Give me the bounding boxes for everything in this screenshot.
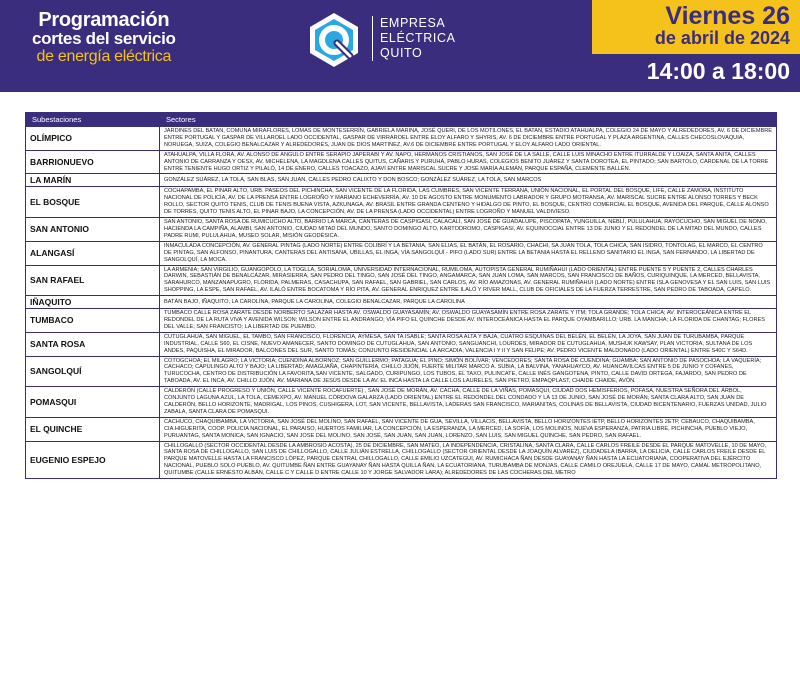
substation-name: TUMBACO <box>26 309 160 333</box>
title-line-2: cortes del servicio <box>32 29 176 48</box>
substation-name: LA MARÍN <box>26 174 160 187</box>
title-line-1: Programación <box>38 9 170 31</box>
table-row <box>26 265 777 296</box>
substation-name: EL BOSQUE <box>26 187 160 218</box>
substation-name: IÑAQUITO <box>26 296 160 309</box>
sectors-list: COTOGCHOA; EL MILAGRO; LA VICTORIA; CUENDINA ALBORNOZ; SAN GUILLERMO; PATAGUA; EL PINO; SIMÓN BOLÍVAR; VENCEDORES; SANTA ROSA DE CUENDINA; GUAMBA; SAN ANTONIO DE PASOCHOA; LA VAQUERÍA; CACHACO; CAPULINGO ALTO Y BAJO; LA LIBERTAD; AMAGUAÑA, CHAPINTERÍA, CHILLO JIJÓN, FUERTE MILITAR MARCO A. SUBIA, LA BALVINA, YANAHUAYCO, AV. HUANCAVILCAS ENTRE 5 DE JUNIO Y COFANES, TURUCOCHA, CENTRO DE DISTRIBUCIÓN LA FAVORITA,SAN VICENTE, SALGADO, CURIPUNGO, LOS TUBOS, EL TAXO, PULINCATE, CALLE INÉS GANGOTENA, PINTO, CALLE DAVID ORTEGA, FAJARDO, SAN PEDRO DE TABOADA, AV. EL INCA, AV. CHILLO JIJÓN, AV. MARIANA DE JESÚS DESDE LA AV. EL INCA HASTA LA CALLE LOS LAURELES, SAN PIETRO, EMPAQPLAST, CHAIDE CHAIDE, AVÓN. <box>160 356 777 387</box>
substation-name: BARRIONUEVO <box>26 150 160 174</box>
header-banner <box>0 0 800 92</box>
substation-name: SAN RAFAEL <box>26 265 160 296</box>
company-line-3: QUITO <box>380 46 423 60</box>
table-row <box>26 174 777 187</box>
table-row <box>26 309 777 333</box>
empresa-electrica-logo-icon <box>304 10 364 70</box>
column-header-subestaciones: Subestaciones <box>26 113 160 127</box>
table-row <box>26 417 777 441</box>
sectors-list: CALDERÓN (CALLE PROGRESO Y UNIÓN, CALLE VICENTE ROCAFUERTE) , SAN JOSÉ DE MORÁN, AV. CACHA, CALLE DE LA VIÑAS, POMASQUI, CIUDAD DOS HEMISFERIOS, POFASA, NUESTRA SEÑORA DEL ÁRBOL, CONJUNTO LAGUNA AZUL, LA TOLA, CEMEXPO, AV. MANUEL CÓRDOVA GALARZA (LADO ORIENTAL) ENTRE EL REDONDEL DEL CONDADO Y LA 13 DE JUNIO, SAN JOSÉ DE MORÁN, SANTA CLARA ALTO, SAN JUAN DE CALDERÓN, BELLO HORIZONTE, MADRIGAL, LOS PINOS, CUSHIGERA, LOT, SAN VICENTE, BELLAVISTA, LADERAS SAN FRANCISCO, MARIANITAS, COLINAS DE BELLAVISTA, CIUDAD BICENTENARIO, FUERZAS UNIDAD, JULIO ZABALA, SANTA CLARA DE POMASQUI. <box>160 387 777 418</box>
substation-name: EL QUINCHE <box>26 417 160 441</box>
sectors-list: INMACULADA CONCEPCIÓN, AV. GENERAL PINTAG (LADO NORTE) ENTRE COLIBRÍ Y LA BETANIA, SAN ELIAS, EL BATÁN, EL ROSARIO, CHACHI, SA JUAN TOLA, TOLA CHICA, SAN ISIDRO, TONTOLAG, EL MARCO, EL CENTRO DE PINTAG, SAN ALFONSO, PINANTURA, CANTERAS DEL ANTISANA, UBILLAS, EL INGA, VÍA SANGOLQUÍ - PIFO (LADO SUR) ENTRE LA BETANIA HASTA EL RELLENO SANITARIO EL INGA, SAN FERNANDO, LA LIBERTAD DE SANGOLQUÍ, LA MOCA. <box>160 241 777 265</box>
substation-name: POMASQUI <box>26 387 160 418</box>
company-line-2: ELÉCTRICA <box>380 31 456 45</box>
sectors-list: TUMBACO CALLE ROSA ZARATE DESDE NORBERTO SALAZAR HASTA AV. OSWALDO GUAYASAMÍN; AV. OSWALDO GUAYASAMÍN ENTRE ROSA ZARATE Y ITM; TOLA GRANDE; TOLA CHICA; AV. INTEROCEÁNICA ENTRE EL REDONDEL DE LA RUTA VIVA Y AVENIDA WILSON; WILSON ENTRE EL ANDRANGO; VÍA PIFO EL QUINCHE DESDE AV. INTEROCEÁNICA HASTA EL PARQUE OYAMBARILLO; URB. LA MANCHA; LA FLORIDA DE CHANTAG; FLORES DEL VALLE; SAN FRANCISTO; LA LIBERTAD DE PUEMBO. <box>160 309 777 333</box>
table-row <box>26 332 777 356</box>
sectors-list: LA ARMENIA; SAN VIRGILIO, GUANGOPOLO, LA TOGLLA, SORIALOMA, UNIVERSIDAD INTERNACIONAL, RUMILOMA, AUTOPISTA GENERAL RUMIÑAHUI (LADO ORIENTAL) ENTRE PUENTE 5 Y PUENTE 2, CALLES CHARLES DARWIN, SEBASTIÁN DE BENALCÁZAR, MIRASIERRA, SAN PEDRO DEL TINGO, SAN JOSÉ DEL TINGO, ANGAMARCA, SAN JUAN LOMA, SAN MARCOS, SAN FRANCISCO DE BAÑOS, CURIQUINQUE, LA MERCED, BELLAVISTA, SARAHURCO, MANZANAPUGRO, FLORIDA, PALMERAS, CASACHUPA, SAN RAFAEL, SAN GABRIEL, SAN CARLOS, AV. RÍO AMAZONAS, AV. GENERAL RUMIÑAHUI (LADO NORTE) ENTRE ISLA GENOVESA Y EL SAN LUIS, SAN LUIS SHOPPING, LA ESPE, SAN RAFAEL, AV. ILALÓ ENTRE BOCATOMA Y RÍO PITA, AV. GENERAL ENRIQUEZ ENTRE ILALÓ Y RIVER MALL, CLUB DE OFICIALES DE LA FUERZA TERRESTRE, SAN PEDRO DE TABOADA, CAPELO. <box>160 265 777 296</box>
table-row <box>26 441 777 479</box>
date-box <box>592 0 800 54</box>
schedule-table <box>25 112 777 479</box>
table-row <box>26 356 777 387</box>
company-name <box>372 16 456 61</box>
company-line-1: EMPRESA <box>380 16 446 30</box>
sectors-list: ATAHUALPA, VILLA FLORA, AV. ALONSO DE ANGULO ENTRE SERAPIO JAPERABI Y AV. NAPO, HERMANOS CRISTIANOS, SAN JOSÉ DE LA SALLE, CALLE LUIS MINACHO ENTRE ITURRALDE Y LOAIZA, SANTA ANITA, CALLES ANTONIO DE CARRANZA Y OESX, AV. MICHELENA, LA MAGDLENA CALLES QUITUS, CAÑARIS Y PURUHÁ, PABLO HURAS, COLEGIOS BENITO JUÁREZ Y SANTA DOROTEA, EL PINTADO; SAN BARTOLO, CARDENAL DE LA TORRE ENTRE TENIENTE HUGO ORTIZ Y PILALÓ, 14 DE ENERO, CALLES TOACAZO, AJAVÍ ENTRE MARISCAL SUCRE Y JOSÉ MARÍA ALEMÁN, PARQUE ESPAÑA, CLEMENTE BALLÉN. <box>160 150 777 174</box>
substation-name: SANTA ROSA <box>26 332 160 356</box>
sectors-list: CACHUCO, CHAQUIBAMBA, LA VICTORIA, SAN JOSÉ DEL MOLINO, SAN RAFAEL, SAN VICENTE DE GUA, SEVILLA, VILLACIS, BELLAVISTA, BELLO HORIZONTES IETP, BELLO HORIZONTES 2ETP, CEBAUCO, CHAQUIBAMBA, CIA.HIGUERITA, COOP. POLICIA NACIONAL, EL PARAISO, HUERTOS FAMILIAR, LA CONCEPCIÓN, LA ESPERANZA, LA MERCED, LA SOFÍA, LOS MOLINOS, NUEVA ESPERANZA, PATRIA LIBRE, PICHINCHA, PUEBLO VIEJO, PURUANTAG, SANTA MONICA, SAN IGNACIO, SAN JOSE DEL MOLINO, SAN JOSÉ, SAN JUAN, SAN JUAN, LORENZO, SAN LUIS, SAN MIGUEL QUINCHE, SAN PEDRO, SAN RAFAEL. <box>160 417 777 441</box>
sectors-list: COCHAPAMBA, EL PINAR ALTO, URB. PASEOS DEL PICHINCHA, SAN VICENTE DE LA FLORIDA, LAS CUMBRES, SAN VICENTE TERRANA, UNIÓN NACIONAL, EL PORTAL DEL BOSQUE, LIFE, CALLE ZAMORA, INSTITUTO NACIONAL DE POLICÍA, AV. DE LA PRENSA ENTRE LOGROÑO Y MARIANO ECHEVERRÍA, AV. 10 DE AGOSTO ENTRE MONUMENTO LABRADOR Y GRUPO MOTRANSA, AV. MARISCAL SUCRE ENTRE ALONSO TORRES Y BECK ROLLO, SECTOR QUITO TENIS, CLUB DE TENIS BUENA VISTA, AZKUNAGA, AV. BRASIL ENTRE GRANDA CENTENO Y HIDALGO DE PINTO, EL BOSQUE, CENTRO COMERCIAL EL BOSQUE, AVENIDA DEL PARQUE, CALLE ALONSO DE TORRES, QUITO TENIS ALTO, EL PINAR BAJO, LA CONCEPCIÓN, AV. DE LA PRENSA (LADO OCCIDENTAL) ENTRE LOGROÑO Y MANUEL VALDIVIESO. <box>160 187 777 218</box>
sectors-list: CUTUGLAHUA, SAN MIGUEL, EL TAMBO, SAN FRANCISCO, FLORENCIA, AYMESA, SAN TA ISABLE; SANTA ROSA ALTA Y BAJA, CUATRO ESQUINAS DEL BELÉN, EL BELÉN, LA JOYA, SAN JUAN DE TURUBAMBA, PARQUE INDUSTRIAL, CALLE S60, EL CISNE, NUEVO AMANECER, SANTO DOMINGO DE CUTUGLAHUA, SAN ANTONIO, SANGUANCHI, LOURDES, MIRADOR DE CUTUGLAHUA, MUSHUK KAWSAY, PLAN VICTORIA, SULTANA DE LOS ANDES, PAQUISHA, EL MIRADOR, BALCONES DEL SUR, SANTO TOMÁS; CONJUNTO RESIDENCIAL LA ARCADIA, VALENCIA I Y II Y SAN FELIPE; AV. PEDRO VICENTE MALDONADO (LADO ORIENTAL) ENTRE S40C Y S64D. <box>160 332 777 356</box>
column-header-sectores: Sectores <box>160 113 777 127</box>
table-row <box>26 150 777 174</box>
sectors-list: SAN ANTONIO, SANTA ROSA DE RUMICUCHO ALTO, BARRIO LA MARCA, CANTERAS DE CASPIGASI, CALACALÍ, SAN JOSÉ DE GUADALUPE, PISCOPATA, YUNGUILLA, NEBLÍ, PULULAHUA, RAYOCUCHO, SAN MIGUEL DE NONO, HACIENDA LA CAMPIÑA, ALAMBI, SAN ANTONIO, CIUDAD MITAD DEL MUNDO, SANTO DOMINGO ALTO, KARTODROMO, CASPIGASI, AV. EQUINOCCIAL ENTRE 13 DE JUNIO Y EL REDONDEL DE LA MITAD DEL MUNDO, CALLES PADRE RUMI, PULULAHUA, MUSEO SOLAR, MISIÓN GEODÉSICA. <box>160 218 777 242</box>
table-row <box>26 241 777 265</box>
sectors-list: JARDINES DEL BATAN, COMUNA MIRAFLORES, LOMAS DE MONTESERRÍN, GABRIELA MARINA, JOSÉ QUERI, DE LOS MOTILONES, EL BATAN, ESTADIO ATAHUALPA, COLEGIO 24 DE MAYO Y ALREDEDORES, AV. 6 DE DICIEMBRE ENTRE PORTUGAL Y GASPAR DE VILLAROEL LADO OCCIDENTAL, GASPAR DE VIRRAROEL ENTRE ELOY ALFARO Y SHYRIS, AV. 6 DE DICIEMBRE ENTRE PORTUGAL Y PLAZA ARGENTINA, CALLES CHECOSLOVAQUIA, NORUEGA, SUIZA, COLEGIO BENALCAZAR Y ALREDEDORES, JUAN DE DIOS MARTINEZ, AV.6 DE DICIEMBRE ENTRE PORTUGAL Y ELOY ALFARO LADO ORIENTAL. <box>160 127 777 151</box>
table-row <box>26 187 777 218</box>
sectors-list: CHILLOGALLO (SECTOR OCCIDENTAL DESDE LA AMBROSIO ACOSTA), 25 DE DICIEMBRE, SAN MATEO, LA INDEPENDENCIA, CRISTALINA, SANTA CLARA, CALLE CARLOS FREILE DESDE EL PARQUE MATOVELLE, 10 DE MAYO, SANTA ROSA DE CHILLOGALLO, SAN LUIS DE CHILLOGALLO, CALLE JULIÁN ESTRELLA, CHILLOGALLO (SECTOR ORIENTAL DESDE LA JOAQUÍN ALVAREZ), CIUDADELA IBARRA, LA DELICIA, CALLE CARLOS FREILE DESDE EL PARQUE MATOVELLE HASTA LA FRANCISCO LÓPEZ, PARQUE CENTRAL CHILLOGALLO, CALLE EMILIO UZCATEGUI, AV. RUMICHACA ÑAN DESDE GUAYANAY ÑAN HASTA LA ECUATORIANA, COOPERATIVA DEL EJÉRCITO NACIONAL, PUEBLO SOLO PUEBLO, AV. QUITUMBE ÑAN ENTRE GUAYANAY ÑAN HASTA QUILLA ÑAN, LA ECUATORIANA, TURUBAMBA DE MONJAS, CALLE CAMILO OREJUELA, CALLE 17 DE MAYO, CAMAL METROPOLITANO, QUITUMBE (CALLE ERNESTO ALBÁN, CALLE C Y CALLE D ENTRE CALLE 10 Y JORGE SALVADOR LARA); ALREDEDORES DE LAS COCHERAS DEL METRO <box>160 441 777 479</box>
sectors-list: BATÁN BAJO, IÑAQUITO, LA CAROLINA, PARQUE LA CAROLINA, COLEGIO BENALCAZAR, PARQUE LA CAROLINA <box>160 296 777 309</box>
substation-name: SAN ANTONIO <box>26 218 160 242</box>
sectors-list: GONZÁLEZ SUÁREZ, LA TOLA, SAN BLAS, SAN JUAN, CALLES PEDRO CALIXTO Y DON BOSCO; GONZÁLEZ SUÁREZ, LA TOLA, SAN MARCOS <box>160 174 777 187</box>
substation-name: ALANGASÍ <box>26 241 160 265</box>
table-row <box>26 218 777 242</box>
table-row <box>26 127 777 151</box>
table-row <box>26 296 777 309</box>
date-month: de abril de 2024 <box>654 28 790 48</box>
substation-name: OLÍMPICO <box>26 127 160 151</box>
table-row <box>26 387 777 418</box>
substation-name: SANGOLQUÍ <box>26 356 160 387</box>
title-line-3: de energía eléctrica <box>36 48 172 65</box>
title-block <box>32 10 176 66</box>
time-range: 14:00 a 18:00 <box>646 58 790 84</box>
table-header-row <box>26 113 777 127</box>
substation-name: EUGENIO ESPEJO <box>26 441 160 479</box>
date-day: Viernes 26 <box>665 2 790 30</box>
